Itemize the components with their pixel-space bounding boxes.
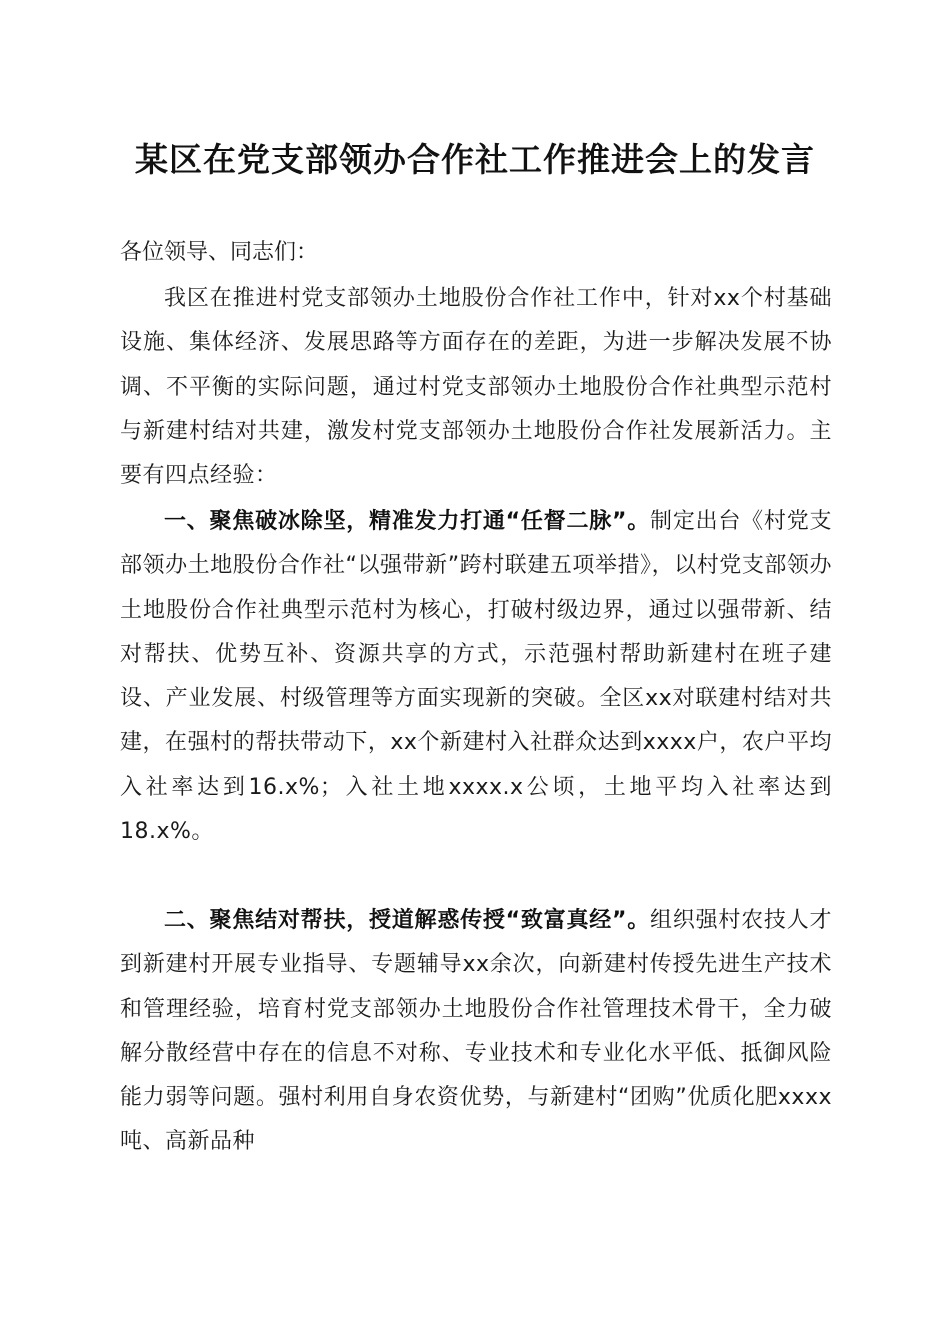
salutation: 各位领导、同志们： bbox=[120, 240, 319, 265]
paragraph-text: 组织强村农技人才到新建村开展专业指导、专题辅导xx余次，向新建村传授先进生产技术和管理经验，培育村党支部领办土地股份合作社管理技术骨干，全力破解分散经营中存在的信息不对称、专业技术和专业化水平低、抵御风险能力弱等问题。强村利用自身农资优势，与新建村“团购”优质化肥xxxx吨、高新品种 bbox=[120, 908, 832, 1155]
paragraph-intro bbox=[120, 277, 832, 498]
document-title: 某区在党支部领办合作社工作推进会上的发言 bbox=[135, 140, 815, 179]
paragraph-heading: 二、聚焦结对帮扶，授道解惑传授“致富真经”。 bbox=[164, 908, 651, 933]
paragraph-point-two bbox=[120, 899, 832, 1165]
paragraph-heading: 一、聚焦破冰除坚，精准发力打通“任督二脉”。 bbox=[164, 509, 651, 534]
paragraph-text: 制定出台《村党支部领办土地股份合作社“以强带新”跨村联建五项举措》，以村党支部领办土地股份合作社典型示范村为核心，打破村级边界，通过以强带新、结对帮扶、优势互补、资源共享的方式，示范强村帮助新建村在班子建设、产业发展、村级管理等方面实现新的突破。全区xx对联建村结对共建，在强村的帮扶带动下，xx个新建村入社群众达到xxxx户，农户平均入社率达到16.x%；入社土地xxxx.x公顷，土地平均入社率达到18.x%。 bbox=[120, 509, 832, 845]
paragraph-text: 我区在推进村党支部领办土地股份合作社工作中，针对xx个村基础设施、集体经济、发展思路等方面存在的差距，为进一步解决发展不协调、不平衡的实际问题，通过村党支部领办土地股份合作社典型示范村与新建村结对共建，激发村党支部领办土地股份合作社发展新活力。主要有四点经验： bbox=[120, 286, 832, 489]
paragraph-point-one bbox=[120, 500, 832, 854]
